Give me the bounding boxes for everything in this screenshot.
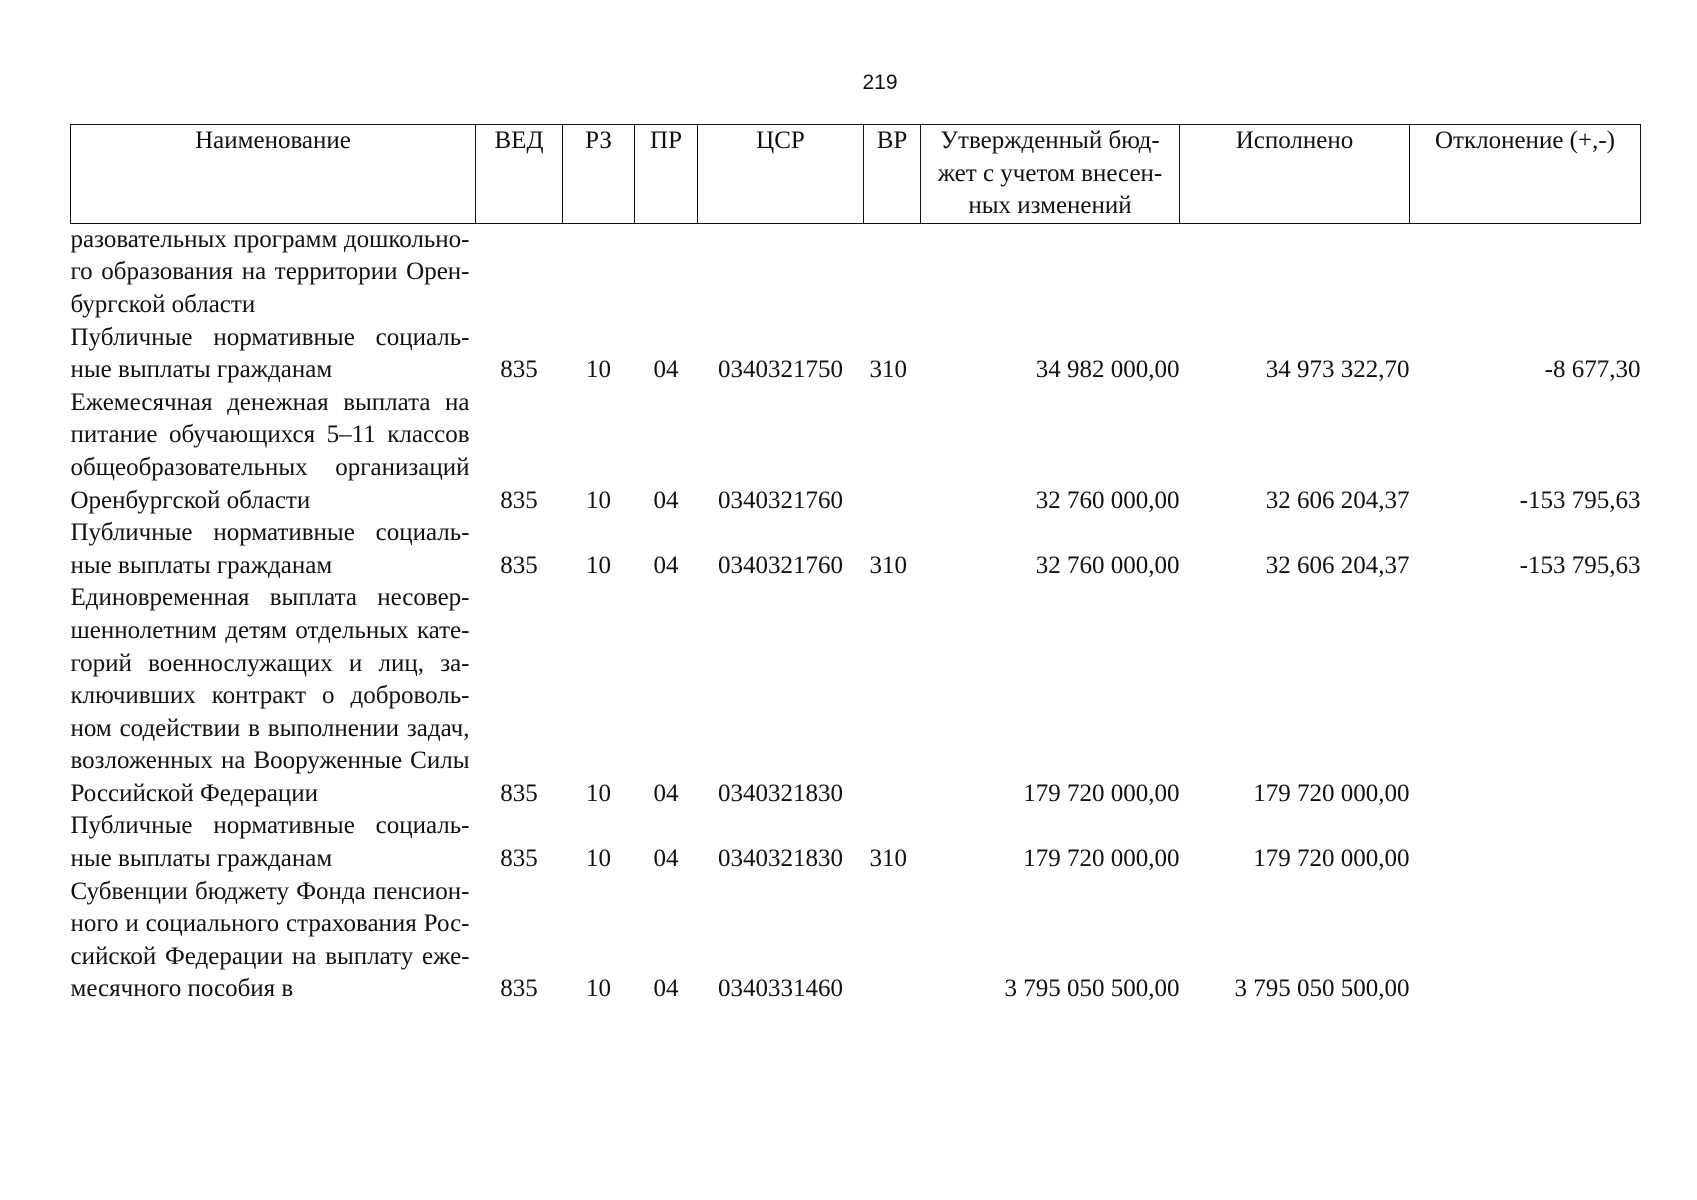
row-executed xyxy=(1180,223,1410,321)
row-pr: 04 xyxy=(653,486,679,514)
row-ved: 835 xyxy=(500,975,538,1003)
header-approved-budget-line-1: Утвержденный бюд- xyxy=(940,127,1160,154)
row-pr: 04 xyxy=(653,356,679,384)
row-csr: 0340321760 xyxy=(718,486,843,514)
header-approved-budget-line-3: ных изменений xyxy=(968,192,1132,220)
row-rz: 10 xyxy=(586,779,611,807)
header-executed: Исполнено xyxy=(1180,125,1410,224)
row-ved: 835 xyxy=(500,356,538,384)
row-approved-budget: 34 982 000,00 xyxy=(1035,356,1180,384)
row-rz: 10 xyxy=(586,845,611,873)
row-vr: 310 xyxy=(869,845,907,873)
row-csr: 0340321830 xyxy=(718,845,843,873)
header-csr: ЦСР xyxy=(698,125,864,224)
row-deviation xyxy=(1410,810,1641,875)
budget-execution-table xyxy=(70,124,1641,1006)
row-deviation xyxy=(1410,582,1641,810)
row-approved-budget: 32 760 000,00 xyxy=(1035,486,1180,514)
header-approved-budget xyxy=(921,125,1180,224)
row-rz xyxy=(563,223,635,321)
header-deviation: Отклонение (+,-) xyxy=(1410,125,1641,224)
row-pr: 04 xyxy=(653,845,679,873)
row-name: Публичные нормативные социальные выплаты гражданам xyxy=(70,323,470,384)
row-ved xyxy=(476,223,563,321)
header-pr: ПР xyxy=(635,125,698,224)
row-ved: 835 xyxy=(500,845,538,873)
table-row xyxy=(71,582,1641,810)
row-deviation xyxy=(1410,223,1641,321)
row-vr xyxy=(864,582,921,810)
header-row xyxy=(71,125,1641,224)
row-vr: 310 xyxy=(869,356,907,384)
table-row xyxy=(71,876,1641,1006)
row-rz: 10 xyxy=(586,975,611,1003)
header-name: Наименование xyxy=(71,125,476,224)
row-executed: 179 720 000,00 xyxy=(1253,845,1410,873)
row-csr: 0340331460 xyxy=(718,975,843,1003)
row-pr: 04 xyxy=(653,779,679,807)
row-executed: 179 720 000,00 xyxy=(1253,779,1410,807)
row-ved: 835 xyxy=(500,486,538,514)
row-rz: 10 xyxy=(586,356,611,384)
table-header xyxy=(71,125,1641,224)
row-deviation: -8 677,30 xyxy=(1544,356,1641,384)
row-approved-budget xyxy=(921,223,1180,321)
row-csr xyxy=(698,223,864,321)
row-approved-budget: 179 720 000,00 xyxy=(1023,845,1180,873)
row-approved-budget: 179 720 000,00 xyxy=(1023,779,1180,807)
row-pr: 04 xyxy=(653,975,679,1003)
table-row xyxy=(71,517,1641,582)
row-csr: 0340321760 xyxy=(718,551,843,579)
row-executed: 3 795 050 500,00 xyxy=(1234,975,1410,1003)
row-ved: 835 xyxy=(500,551,538,579)
row-vr xyxy=(864,387,921,517)
row-deviation: -153 795,63 xyxy=(1519,551,1641,579)
page-number: 219 xyxy=(862,71,898,94)
table-body xyxy=(71,223,1641,1006)
row-pr: 04 xyxy=(653,551,679,579)
table-row xyxy=(71,322,1641,387)
row-ved: 835 xyxy=(500,779,538,807)
header-approved-budget-line-2: жет с учетом внесен- xyxy=(937,159,1163,187)
row-name: Публичные нормативные социальные выплаты гражданам xyxy=(70,519,470,579)
row-deviation xyxy=(1410,876,1641,1006)
row-rz: 10 xyxy=(586,551,611,579)
row-csr: 0340321750 xyxy=(718,356,843,384)
header-rz: РЗ xyxy=(563,125,635,224)
row-deviation: -153 795,63 xyxy=(1519,486,1641,514)
row-vr xyxy=(864,223,921,321)
budget-execution-table-container xyxy=(70,124,1640,1006)
row-approved-budget: 3 795 050 500,00 xyxy=(1004,975,1180,1003)
row-csr: 0340321830 xyxy=(718,779,843,807)
header-ved: ВЕД xyxy=(476,125,563,224)
row-name: разовательных программ дошкольного образования на территории Оренбургской области xyxy=(70,225,470,318)
table-row xyxy=(71,223,1641,321)
table-row xyxy=(71,810,1641,875)
row-vr: 310 xyxy=(869,551,907,579)
row-executed: 32 606 204,37 xyxy=(1265,551,1410,579)
row-approved-budget: 32 760 000,00 xyxy=(1035,551,1180,579)
row-pr xyxy=(635,223,698,321)
table-row xyxy=(71,387,1641,517)
row-executed: 32 606 204,37 xyxy=(1265,486,1410,514)
row-name: Субвенции бюджету Фонда пенсионного и социального страхования Российской Федерации на выплату ежемесячного пособия в xyxy=(70,877,470,1003)
row-vr xyxy=(864,876,921,1006)
row-name: Единовременная выплата несовершеннолетним детям отдельных категорий военнослужащих и лиц, заключивших контракт о добровольном содействии в выполнении задач, возложенных на Вооруженные Силы Российской Федерации xyxy=(70,584,470,807)
row-rz: 10 xyxy=(586,486,611,514)
row-name: Ежемесячная денежная выплата на питание обучающихся 5–11 классов общеобразовательных организаций Оренбургской области xyxy=(70,388,470,514)
row-name: Публичные нормативные социальные выплаты гражданам xyxy=(70,812,470,873)
row-executed: 34 973 322,70 xyxy=(1265,356,1410,384)
header-vr: ВР xyxy=(864,125,921,224)
